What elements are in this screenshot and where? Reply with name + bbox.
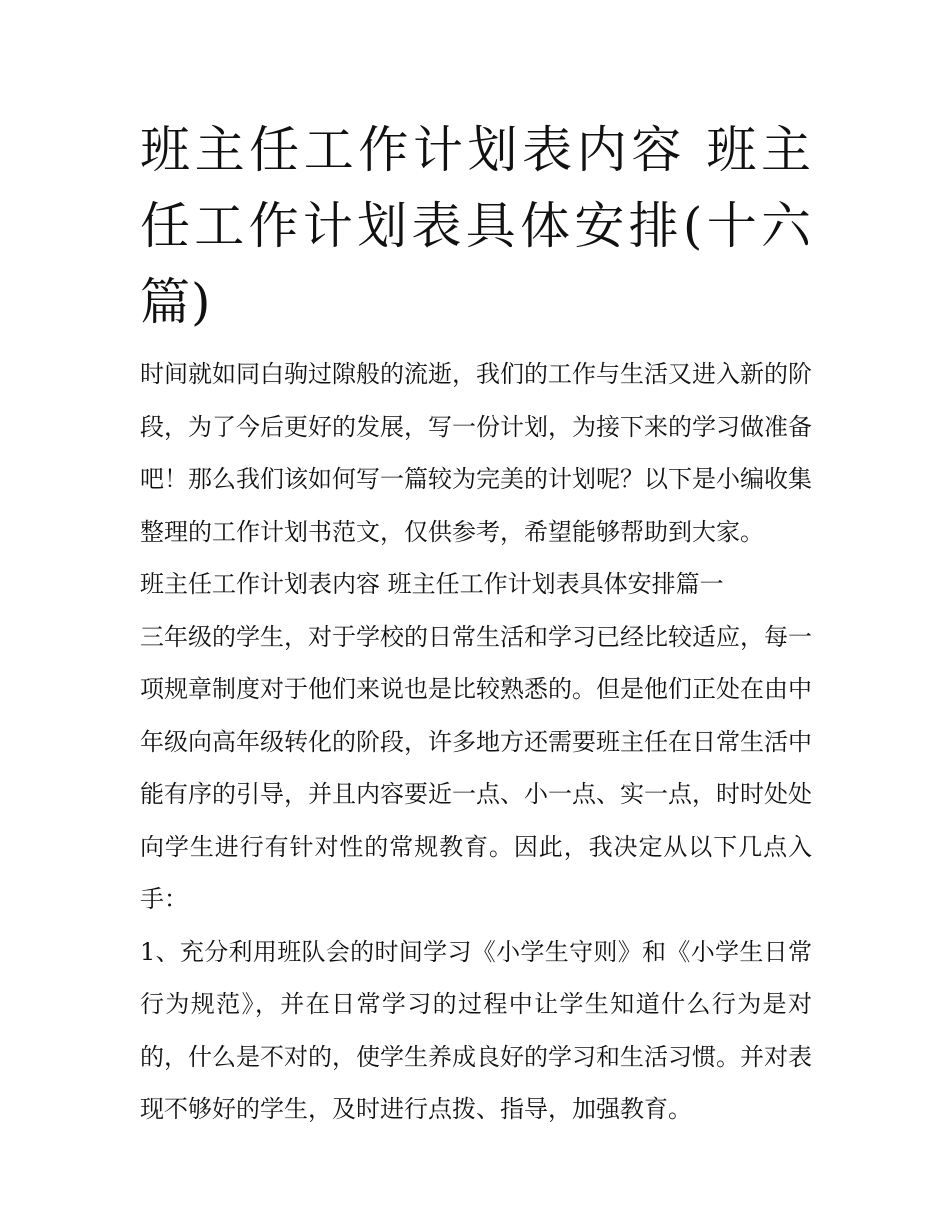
- section-heading: 班主任工作计划表内容 班主任工作计划表具体安排篇一: [140, 570, 724, 598]
- body-paragraph-2: 1、充分利用班队会的时间学习《小学生守则》和《小学生日常行为规范》，并在日常学习的过程中让学生知道什么行为是对的，什么是不对的，使学生养成良好的学习和生活习惯。并对表现不够好的学生，及时进行点拨、指导，加强教育。: [140, 937, 812, 1123]
- body-paragraph-1: 三年级的学生，对于学校的日常生活和学习已经比较适应，每一项规章制度对于他们来说也是比较熟悉的。但是他们正处在由中年级向高年级转化的阶段，许多地方还需要班主任在日常生活中能有序的引导，并且内容要近一点、小一点、实一点，时时处处向学生进行有针对性的常规教育。因此，我决定从以下几点入手：: [140, 622, 812, 913]
- document-title: 班主任工作计划表内容 班主任工作计划表具体安排(十六篇): [140, 121, 812, 331]
- intro-paragraph: 时间就如同白驹过隙般的流逝，我们的工作与生活又进入新的阶段，为了今后更好的发展，写一份计划，为接下来的学习做准备吧！那么我们该如何写一篇较为完美的计划呢？以下是小编收集整理的工作计划书范文，仅供参考，希望能够帮助到大家。: [140, 360, 812, 546]
- document-page: [140, 112, 812, 1136]
